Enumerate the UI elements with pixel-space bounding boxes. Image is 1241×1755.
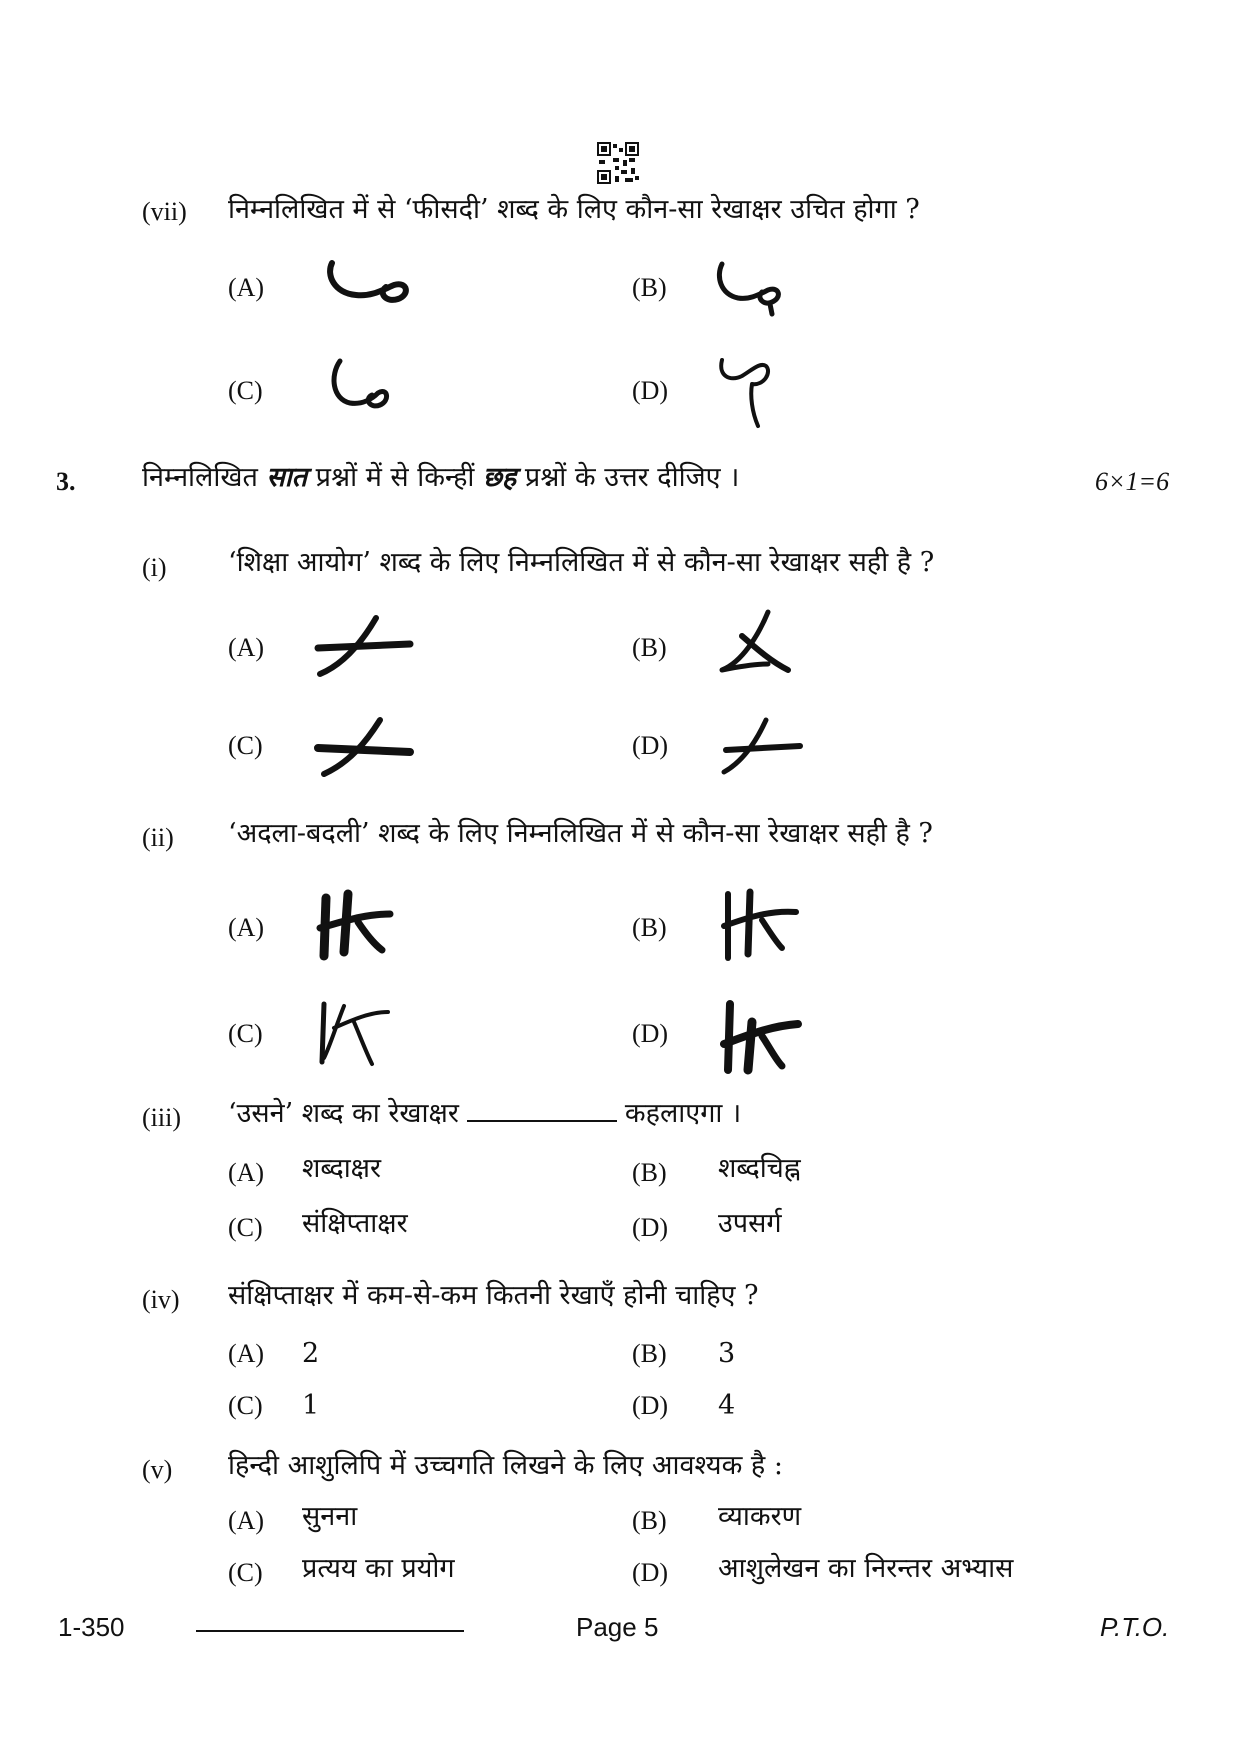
option-text: 1 (302, 1390, 320, 1421)
option-text: 4 (718, 1390, 736, 1421)
instruction-part: प्रश्नों के उत्तर दीजिए । (524, 462, 740, 493)
option-label: (D) (632, 1019, 669, 1048)
question-text: निम्नलिखित में से ‘फीसदी’ शब्द के लिए कौन-सा रेखाक्षर उचित होगा ? (228, 194, 920, 225)
option-text: सुनना (302, 1501, 358, 1532)
qr-code-icon (597, 142, 639, 184)
question-number: 3. (56, 467, 76, 496)
option-text: 3 (718, 1338, 736, 1369)
shorthand-outline-c (314, 996, 404, 1076)
option-text: संक्षिप्ताक्षर (302, 1208, 408, 1239)
option-label: (C) (228, 376, 263, 405)
option-text: शब्दाक्षर (302, 1153, 382, 1184)
shorthand-outline-c (310, 712, 420, 782)
question-number: (iii) (142, 1103, 181, 1132)
option-label: (D) (632, 1558, 669, 1587)
question-text: संक्षिप्ताक्षर में कम-से-कम कितनी रेखाएँ होनी चाहिए ? (228, 1280, 759, 1311)
question-number: (ii) (142, 823, 174, 852)
shorthand-outline-d (716, 994, 806, 1080)
page-number: Page 5 (576, 1612, 659, 1642)
option-label: (D) (632, 376, 669, 405)
shorthand-outline-b (712, 606, 802, 686)
pto-label: P.T.O. (1100, 1612, 1170, 1642)
question-text: हिन्दी आशुलिपि में उच्चगति लिखने के लिए आवश्यक है : (228, 1450, 783, 1481)
option-label: (C) (228, 731, 263, 760)
marks: 6×1=6 (1095, 467, 1170, 496)
paper-code: 1-350 (58, 1612, 125, 1642)
shorthand-outline-b (712, 258, 792, 318)
shorthand-outline-a (310, 612, 420, 682)
footer-divider (196, 1630, 464, 1632)
shorthand-outline-b (716, 886, 806, 966)
option-label: (A) (228, 1158, 265, 1187)
option-label: (A) (228, 1506, 265, 1535)
option-text: उपसर्ग (718, 1208, 782, 1239)
instruction-part: निम्नलिखित (142, 462, 258, 493)
answer-blank (467, 1098, 617, 1122)
option-text: आशुलेखन का निरन्तर अभ्यास (718, 1553, 1014, 1584)
question-text: ‘अदला-बदली’ शब्द के लिए निम्नलिखित में से कौन-सा रेखाक्षर सही है ? (228, 818, 933, 849)
option-label: (A) (228, 633, 265, 662)
option-text: व्याकरण (718, 1501, 802, 1532)
option-label: (C) (228, 1019, 263, 1048)
question-text-part: ‘उसने’ शब्द का रेखाक्षर (228, 1098, 459, 1129)
shorthand-outline-a (312, 886, 402, 966)
option-label: (A) (228, 1339, 265, 1368)
option-label: (D) (632, 731, 669, 760)
option-label: (D) (632, 1391, 669, 1420)
question-number: (iv) (142, 1285, 180, 1314)
question-text (228, 1098, 741, 1130)
instruction-emphasis: सात (266, 462, 308, 493)
option-label: (B) (632, 273, 667, 302)
question-number: (v) (142, 1455, 173, 1484)
shorthand-outline-d (712, 712, 812, 782)
question-text-part: कहलाएगा । (624, 1098, 742, 1129)
question-number: (i) (142, 553, 167, 582)
instruction-emphasis: छह (483, 462, 517, 493)
instruction-part: प्रश्नों में से किन्हीं (315, 462, 475, 493)
shorthand-outline-d (712, 352, 782, 432)
instruction-text (142, 462, 739, 494)
option-label: (C) (228, 1558, 263, 1587)
option-label: (B) (632, 1506, 667, 1535)
shorthand-outline-c (322, 355, 402, 425)
option-label: (D) (632, 1213, 669, 1242)
option-text: 2 (302, 1338, 320, 1369)
option-label: (C) (228, 1391, 263, 1420)
option-label: (A) (228, 273, 265, 302)
option-label: (A) (228, 913, 265, 942)
question-text: ‘शिक्षा आयोग’ शब्द के लिए निम्नलिखित में से कौन-सा रेखाक्षर सही है ? (228, 547, 935, 578)
question-number: (vii) (142, 197, 187, 226)
option-label: (B) (632, 913, 667, 942)
option-label: (B) (632, 1339, 667, 1368)
option-label: (B) (632, 633, 667, 662)
option-label: (B) (632, 1158, 667, 1187)
shorthand-outline-a (320, 255, 420, 315)
option-text: प्रत्यय का प्रयोग (302, 1553, 455, 1584)
option-label: (C) (228, 1213, 263, 1242)
option-text: शब्दचिह्न (718, 1153, 801, 1184)
